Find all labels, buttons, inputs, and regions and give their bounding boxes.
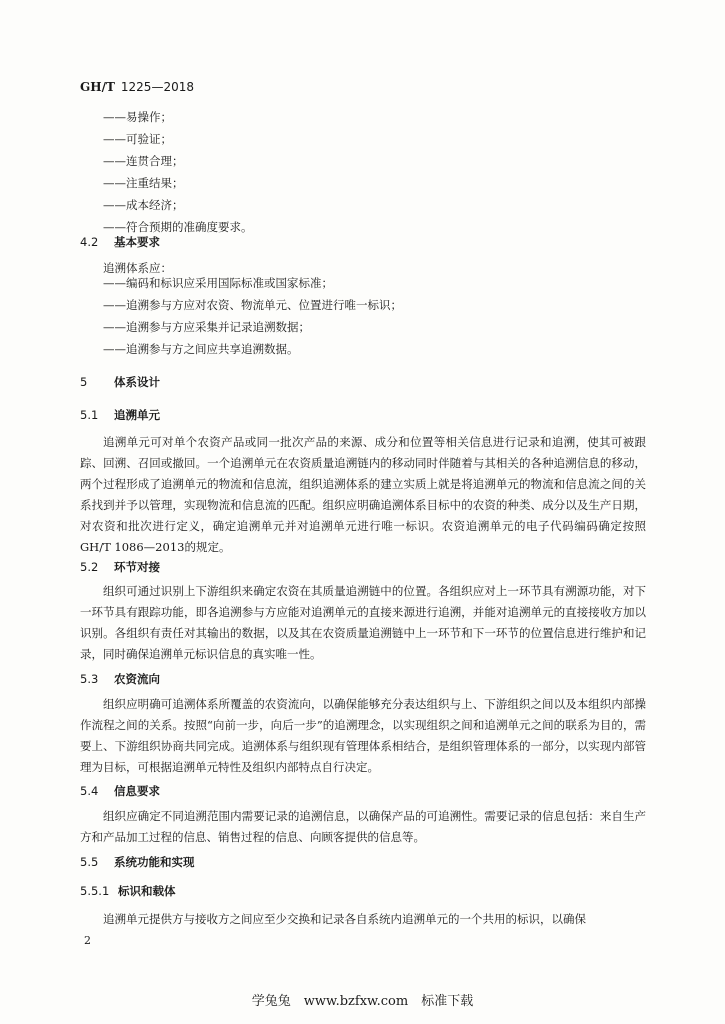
section-4-2-heading [80, 234, 160, 250]
section-number: 5.5.1 [80, 884, 110, 898]
list-item: ——可验证； [103, 132, 172, 146]
standard-header [80, 80, 194, 94]
section-number: 4.2 [80, 235, 99, 249]
page-number: 2 [84, 934, 91, 947]
section-5-2-body: 组织可通过识别上下游组织来确定农资在其质量追溯链中的位置。各组织应对上一环节具有溯源功能，对下一环节具有跟踪功能，即各追溯参与方应能对追溯单元的直接来源进行追溯，并能对追溯单元的直接接收方加以识别。各组织有责任对其输出的数据，以及其在农资质量追溯链中上一环节和下一环节的位置信息进行维护和记录，同时确保追溯单元标识信息的真实唯一性。 [80, 584, 646, 661]
section-number: 5.4 [80, 784, 99, 798]
section-title: 基本要求 [114, 235, 160, 249]
list-item: ——编码和标识应采用国际标准或国家标准； [103, 276, 333, 290]
section-number: 5.2 [80, 560, 99, 574]
section-5-3-body: 组织应明确可追溯体系所覆盖的农资流向，以确保能够充分表达组织与上、下游组织之间以及本组织内部操作流程之间的关系。按照“向前一步，向后一步”的追溯理念，以实现组织之间和追溯单元之间的联系为目的，需要上、下游组织协商共同完成。追溯体系与组织现有管理体系相结合，是组织管理体系的一部分，以实现内部管理为目标，可根据追溯单元特性及组织内部特点自行决定。 [80, 697, 646, 774]
section-title: 体系设计 [114, 375, 160, 389]
list-item: ——追溯参与方应采集并记录追溯数据； [103, 320, 310, 334]
standard-number: 1225—2018 [120, 80, 194, 94]
section-number: 5.5 [80, 855, 99, 869]
section-title: 环节对接 [114, 560, 160, 574]
list-item: ——连贯合理； [103, 154, 184, 168]
section-title: 系统功能和实现 [114, 855, 195, 869]
section-5-5-1-heading [80, 883, 176, 899]
section-number: 5 [80, 375, 88, 389]
section-4-2-lead: 追溯体系应： [103, 261, 172, 275]
section-5-1-heading [80, 407, 160, 423]
section-title: 标识和载体 [118, 884, 176, 898]
section-title: 追溯单元 [114, 408, 160, 422]
list-item: ——追溯参与方应对农资、物流单元、位置进行唯一标识； [103, 298, 402, 312]
section-5-4-heading [80, 783, 160, 799]
section-5-4-body: 组织应确定不同追溯范围内需要记录的追溯信息，以确保产品的可追溯性。需要记录的信息包括：来自生产方和产品加工过程的信息、销售过程的信息、向顾客提供的信息等。 [80, 809, 646, 844]
list-item: ——符合预期的准确度要求。 [103, 220, 253, 234]
section-title: 信息要求 [114, 784, 160, 798]
list-item: ——易操作； [103, 110, 172, 124]
section-5-3-heading [80, 671, 160, 687]
section-number: 5.3 [80, 672, 99, 686]
list-item: ——追溯参与方之间应共享追溯数据。 [103, 342, 299, 356]
section-5-2-heading [80, 559, 160, 575]
section-number: 5.1 [80, 408, 99, 422]
principles-list [103, 106, 253, 238]
list-item: ——成本经济； [103, 198, 184, 212]
section-5-1-body: 追溯单元可对单个农资产品或同一批次产品的来源、成分和位置等相关信息进行记录和追溯，使其可被跟踪、回溯、召回或撤回。一个追溯单元在农资质量追溯链内的移动同时伴随着与其相关的各种追溯信息的移动，两个过程形成了追溯单元的物流和信息流，组织追溯体系的建立实质上就是将追溯单元的物流和信息流之间的关系找到并予以管理，实现物流和信息流的匹配。组织应明确追溯体系目标中的农资的种类、成分以及生产日期，对农资和批次进行定义，确定追溯单元并对追溯单元进行唯一标识。农资追溯单元的电子代码编码确定按照GH/T 1086—2013的规定。 [80, 435, 646, 554]
section-5-5-1-body: 追溯单元提供方与接收方之间应至少交换和记录各自系统内追溯单元的一个共用的标识，以确保 [103, 912, 586, 926]
list-item: ——注重结果； [103, 176, 184, 190]
section-5-heading [80, 374, 160, 390]
section-title: 农资流向 [114, 672, 160, 686]
requirements-list [103, 272, 402, 360]
section-5-5-heading [80, 854, 195, 870]
watermark-footer: 学兔兔 www.bzfxw.com 标准下载 [251, 994, 474, 1009]
standard-code: GH/T [80, 80, 115, 94]
